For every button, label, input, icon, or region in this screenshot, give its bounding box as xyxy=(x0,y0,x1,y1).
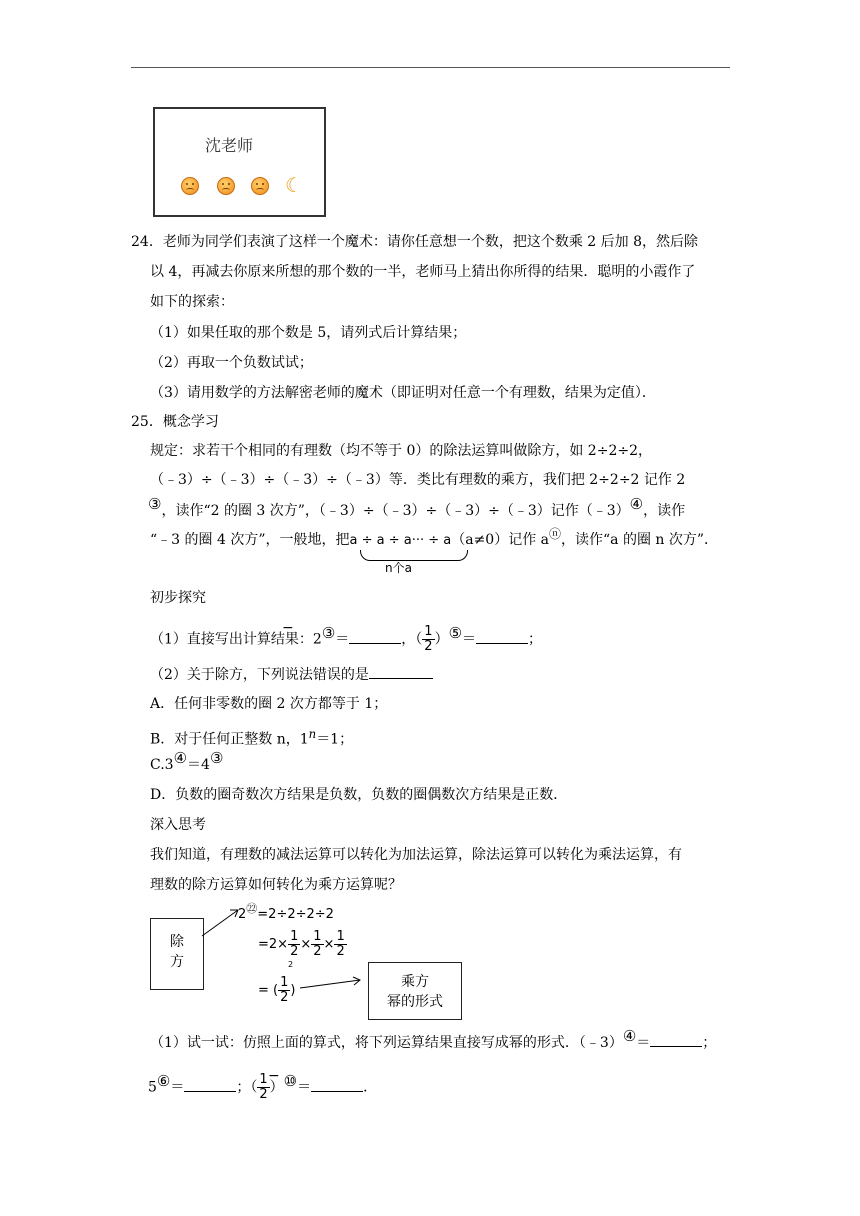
answer-blank[interactable] xyxy=(369,664,433,679)
q24-line: （1）如果任取的那个数是 5，请列式后计算结果； xyxy=(150,325,467,341)
answer-blank[interactable] xyxy=(650,1032,702,1047)
q24-line: （2）再取一个负数试试； xyxy=(150,355,313,371)
deep-text: 我们知道，有理数的减法运算可以转化为加法运算，除法运算可以转化为乘法运算，有 xyxy=(150,847,682,863)
teacher-avatar-image xyxy=(153,107,326,217)
try-line: （1）试一试：仿照上面的算式，将下列运算结果直接写成幂的形式．（﹣3）④＝ ； xyxy=(150,1027,717,1051)
deep-title: 深入思考 xyxy=(150,817,206,833)
answer-blank[interactable] xyxy=(311,1077,363,1092)
option-a: A．任何非零数的圈 2 次方都等于 1； xyxy=(150,696,388,712)
power-form-box: 乘方 幂的形式 xyxy=(368,962,462,1020)
q25-title: 25．概念学习 xyxy=(131,414,219,430)
diagram-eq: =2× $\frac{1}{2}$ × $\frac{1}{2}$ × $\frac{1}{2}$ xyxy=(258,929,345,959)
q24-line: 如下的探索： xyxy=(150,294,234,310)
diagram-exp: 2 xyxy=(288,960,294,969)
answer-blank[interactable] xyxy=(476,629,528,644)
moon-icon: ☾ xyxy=(285,173,303,197)
minus-sign: − xyxy=(282,620,294,636)
sun-icon xyxy=(251,177,269,195)
q24-line: 24．老师为同学们表演了这样一个魔术：请你任意想一个数，把这个数乘 2 后加 8，然后除 xyxy=(131,234,698,250)
teacher-name: 沈老师 xyxy=(205,136,254,155)
sun-icon xyxy=(181,177,199,195)
option-c: C.3④＝4③ xyxy=(150,749,224,773)
minus-sign: − xyxy=(268,1068,280,1084)
q25-rule: ③，读作“2 的圈 3 次方”，（﹣3）÷（﹣3）÷（﹣3）÷（﹣3）记作（﹣3）④，读作 xyxy=(148,495,686,519)
brace-label: n个a xyxy=(385,561,412,575)
brace xyxy=(360,550,468,561)
diagram-eq: = ( $\frac{1}{2}$ ) xyxy=(258,975,296,1005)
q25-rule: 规定：求若干个相同的有理数（均不等于 0）的除法运算叫做除方，如 2÷2÷2， xyxy=(150,443,652,459)
sun-icon xyxy=(217,177,235,195)
answer-blank[interactable] xyxy=(184,1077,236,1092)
division-power-box: 除 方 xyxy=(150,918,204,990)
q25-rule: （﹣3）÷（﹣3）÷（﹣3）÷（﹣3）等．类比有理数的乘方，我们把 2÷2÷2 记作 2 xyxy=(150,472,686,488)
part-2: （2）关于除方，下列说法错误的是 xyxy=(150,664,433,685)
diagram-eq: $2^㉒=2\div 2\div 2\div 2$ xyxy=(238,902,334,922)
explore-title: 初步探究 xyxy=(150,590,206,606)
answer-blank[interactable] xyxy=(349,629,401,644)
q25-rule: “﹣3 的圈 4 次方”，一般地，把a ÷ a ÷ a··· ÷ a（a≠0）记作 aⓝ，读作“a 的圈 n 次方”． xyxy=(150,527,719,548)
try-line-2: 5⑥＝ ；（ $\frac{1}{2}$ ）⑩＝ ． xyxy=(148,1071,378,1102)
option-d: D．负数的圈奇数次方结果是负数，负数的圈偶数次方结果是正数． xyxy=(150,787,568,803)
part-1: （1）直接写出计算结果：2③＝ ，（ $\frac{1}{2}$ ）⑤＝ ； xyxy=(150,623,543,654)
header-rule xyxy=(131,67,730,68)
q24-line: （3）请用数学的方法解密老师的魔术（即证明对任意一个有理数，结果为定值）． xyxy=(150,385,656,401)
deep-text: 理数的除方运算如何转化为乘方运算呢？ xyxy=(150,877,402,893)
option-b: B．对于任何正整数 n，$1^n=1$； xyxy=(150,727,354,748)
q24-line: 以 4，再减去你原来所想的那个数的一半，老师马上猜出你所得的结果．聪明的小霞作了 xyxy=(150,264,696,280)
